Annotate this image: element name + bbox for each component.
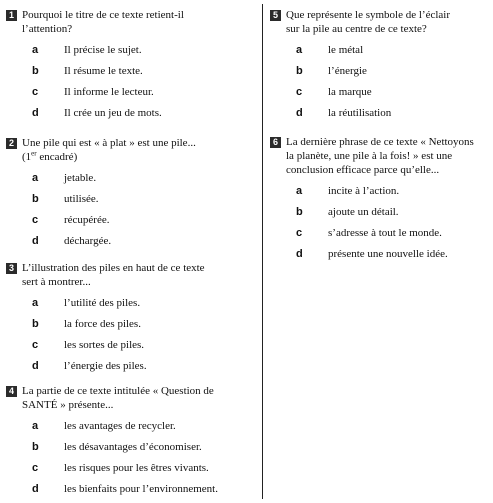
option-letter: a [296,185,303,197]
option-6d[interactable] [270,247,474,268]
reference-prefix: (1 [22,151,32,163]
option-text: déchargée. [64,235,112,247]
option-text: les bienfaits pour l’environnement. [64,483,218,495]
question-1-stem [6,8,184,36]
option-letter: d [32,483,39,495]
question-6-line-2: la planète, une pile à la fois! » est une [286,150,453,162]
option-letter: b [32,193,39,205]
option-text: les avantages de recycler. [64,420,176,432]
question-3-stem [6,261,205,289]
option-2a[interactable] [6,171,196,192]
option-letter: c [296,86,303,98]
question-4-line-1: La partie de ce texte intitulée « Question de [22,385,214,397]
reference-suffix: encadré) [36,151,78,163]
option-3c[interactable] [6,338,205,359]
option-letter: c [32,339,39,351]
option-5a[interactable] [270,43,450,64]
question-6-stem [270,135,474,177]
question-2-options [6,171,196,255]
option-1c[interactable] [6,85,184,106]
question-number-badge: 2 [6,138,17,149]
option-5d[interactable] [270,106,450,127]
reference-superscript: er [31,149,37,158]
option-1a[interactable] [6,43,184,64]
question-5-options [270,43,450,127]
option-text: s’adresse à tout le monde. [328,227,442,239]
option-text: l’utilité des piles. [64,297,141,309]
option-text: Il crée un jeu de mots. [64,107,162,119]
option-letter: b [296,65,303,77]
option-text: l’énergie des piles. [64,360,147,372]
option-letter: b [32,441,39,453]
question-6-line-3: conclusion efficace parce qu’elle... [286,164,440,176]
option-4b[interactable] [6,440,218,461]
option-letter: d [296,248,303,260]
column-divider [262,4,263,499]
question-1-line-1: Pourquoi le titre de ce texte retient-il [22,9,184,21]
option-letter: b [296,206,303,218]
option-letter: c [32,214,39,226]
option-text: la marque [328,86,372,98]
option-text: la réutilisation [328,107,392,119]
option-2d[interactable] [6,234,196,255]
question-4 [6,384,218,503]
option-3d[interactable] [6,359,205,380]
question-2 [6,136,196,255]
question-1 [6,8,184,127]
question-4-stem [6,384,218,412]
option-text: Il précise le sujet. [64,44,142,56]
option-text: incite à l’action. [328,185,400,197]
option-text: ajoute un détail. [328,206,399,218]
question-number-badge: 5 [270,10,281,21]
option-text: les désavantages d’économiser. [64,441,202,453]
question-4-line-2: SANTÉ » présente... [22,399,114,411]
option-letter: a [32,297,39,309]
option-text: Il résume le texte. [64,65,143,77]
option-text: récupérée. [64,214,110,226]
option-3b[interactable] [6,317,205,338]
option-text: utilisée. [64,193,99,205]
option-text: les sortes de piles. [64,339,145,351]
option-6a[interactable] [270,184,474,205]
option-letter: c [296,227,303,239]
question-5 [270,8,450,127]
question-3-line-2: sert à montrer... [22,276,91,288]
question-2-line-1: Une pile qui est « à plat » est une pile... [22,137,196,149]
question-3 [6,261,205,380]
option-1d[interactable] [6,106,184,127]
option-letter: b [32,318,39,330]
option-4c[interactable] [6,461,218,482]
question-number-badge: 4 [6,386,17,397]
option-2b[interactable] [6,192,196,213]
question-3-line-1: L’illustration des piles en haut de ce texte [22,262,205,274]
option-1b[interactable] [6,64,184,85]
option-letter: d [32,360,39,372]
question-number-badge: 6 [270,137,281,148]
option-letter: a [32,172,39,184]
question-1-options [6,43,184,127]
question-5-stem [270,8,450,36]
question-6-options [270,184,474,268]
option-letter: d [32,235,39,247]
option-4a[interactable] [6,419,218,440]
option-text: le métal [328,44,364,56]
option-letter: c [32,462,39,474]
option-letter: a [32,420,39,432]
option-5b[interactable] [270,64,450,85]
question-3-options [6,296,205,380]
option-letter: a [32,44,39,56]
option-2c[interactable] [6,213,196,234]
option-text: jetable. [64,172,97,184]
question-6-line-1: La dernière phrase de ce texte « Nettoyons [286,136,474,148]
question-4-options [6,419,218,503]
question-number-badge: 1 [6,10,17,21]
option-letter: b [32,65,39,77]
option-text: Il informe le lecteur. [64,86,154,98]
question-5-line-2: sur la pile au centre de ce texte? [286,23,427,35]
option-letter: d [296,107,303,119]
option-text: les risques pour les êtres vivants. [64,462,209,474]
question-6 [270,135,474,268]
option-letter: a [296,44,303,56]
option-4d[interactable] [6,482,218,503]
question-number-badge: 3 [6,263,17,274]
option-6b[interactable] [270,205,474,226]
option-text: présente une nouvelle idée. [328,248,448,260]
question-1-line-2: l’attention? [22,23,73,35]
option-letter: c [32,86,39,98]
question-2-stem [6,136,196,164]
option-3a[interactable] [6,296,205,317]
option-6c[interactable] [270,226,474,247]
question-2-reference [22,150,196,164]
option-text: la force des piles. [64,318,141,330]
option-text: l’énergie [328,65,367,77]
question-5-line-1: Que représente le symbole de l’éclair [286,9,451,21]
option-letter: d [32,107,39,119]
option-5c[interactable] [270,85,450,106]
